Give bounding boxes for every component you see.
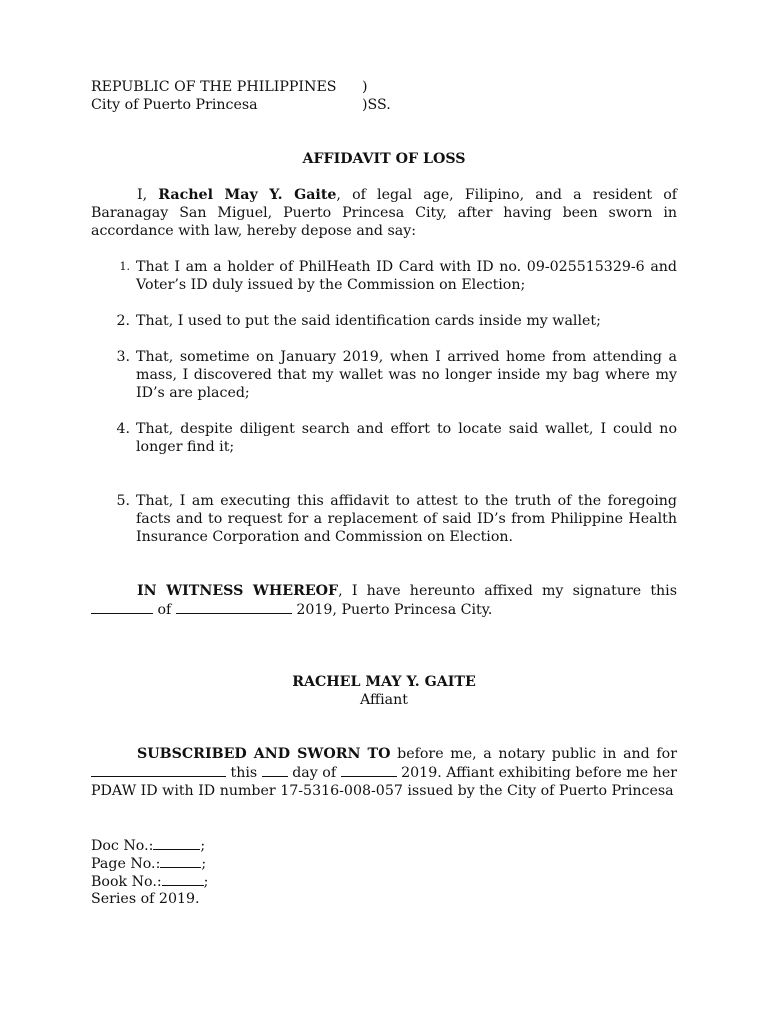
witness-of: of <box>153 602 176 618</box>
venue-block <box>91 78 677 114</box>
page-no-line <box>91 854 677 872</box>
intro-paragraph <box>91 186 677 240</box>
venue-line-1 <box>91 78 677 96</box>
item-number: 4. <box>116 421 130 437</box>
notary-register <box>91 836 677 908</box>
witness-text-2: 2019, Puerto Princesa City. <box>291 602 493 618</box>
book-no-label: Book No.: <box>91 874 162 890</box>
doc-no-sep: ; <box>200 838 206 854</box>
item-number: 3. <box>116 349 130 365</box>
jurat-paragraph <box>91 745 677 800</box>
signature-block <box>91 673 677 709</box>
item-number: 1. <box>119 260 130 273</box>
witness-paragraph <box>91 582 677 619</box>
item-text: That, sometime on January 2019, when I arrived home from attending a mass, I discovered that my wallet was no longer inside my bag where my ID’s are placed; <box>136 349 677 401</box>
month-blank[interactable] <box>176 600 292 614</box>
item-text: That I am a holder of PhilHeath ID Card with ID no. 09-025515329-6 and Voter’s ID duly issued by the Commission on Election; <box>136 259 677 293</box>
item-number: 5. <box>116 493 130 509</box>
page-no-sep: ; <box>201 856 207 872</box>
statements-list <box>91 258 677 546</box>
affiant-name-inline: Rachel May Y. Gaite <box>158 187 337 203</box>
jurat-lead: SUBSCRIBED AND SWORN TO <box>137 746 391 762</box>
page-no-label: Page No.: <box>91 856 161 872</box>
venue-ss: )SS. <box>362 97 391 113</box>
list-item <box>91 420 677 456</box>
book-no-sep: ; <box>203 874 209 890</box>
item-text: That, I used to put the said identification cards inside my wallet; <box>136 313 601 329</box>
jurat-month-blank[interactable] <box>341 763 397 777</box>
item-number: 2. <box>116 313 130 329</box>
day-blank[interactable] <box>91 600 153 614</box>
series-line: Series of 2019. <box>91 891 200 907</box>
item-text: That, I am executing this affidavit to attest to the truth of the foregoing facts and to request for a replacement of said ID’s from Philippine Health Insurance Corporation and Commission on Election. <box>136 493 677 545</box>
venue-city: City of Puerto Princesa <box>91 97 258 113</box>
affiant-name: RACHEL MAY Y. GAITE <box>292 674 476 690</box>
list-item <box>91 312 677 330</box>
book-no-line <box>91 872 677 890</box>
list-item <box>91 348 677 402</box>
doc-no-blank[interactable] <box>153 836 200 850</box>
witness-text-1: , I have hereunto affixed my signature this <box>338 583 677 599</box>
book-no-blank[interactable] <box>162 872 204 886</box>
jurat-day-of: day of <box>287 765 341 781</box>
list-item <box>91 258 677 294</box>
venue-republic: REPUBLIC OF THE PHILIPPINES <box>91 79 337 95</box>
witness-lead: IN WITNESS WHEREOF <box>137 583 339 599</box>
page-no-blank[interactable] <box>160 854 201 868</box>
venue-line-2 <box>91 96 677 114</box>
intro-text: , of legal age, Filipino, and a resident of Baranagay San Miguel, Puerto Princesa City, after having been sworn in accordance with law, hereby depose and say: <box>91 187 677 239</box>
document-title: AFFIDAVIT OF LOSS <box>302 151 466 167</box>
jurat-text-1: before me, a notary public in and for <box>390 746 677 762</box>
jurat-text-2: 2019. Affiant exhibiting before me her PDAW ID with ID number 17-5316-008-057 issued by the City of Puerto Princesa <box>91 765 677 799</box>
list-item <box>91 492 677 546</box>
jurat-this: this <box>226 765 262 781</box>
affiant-role: Affiant <box>360 692 408 708</box>
item-text: That, despite diligent search and effort to locate said wallet, I could no longer find it; <box>136 421 677 455</box>
affidavit-page <box>91 78 677 908</box>
doc-no-line <box>91 836 677 854</box>
venue-paren-1: ) <box>362 79 368 95</box>
doc-no-label: Doc No.: <box>91 838 154 854</box>
jurat-day-blank[interactable] <box>262 763 288 777</box>
intro-prefix: I, <box>137 187 159 203</box>
place-blank[interactable] <box>91 763 226 777</box>
